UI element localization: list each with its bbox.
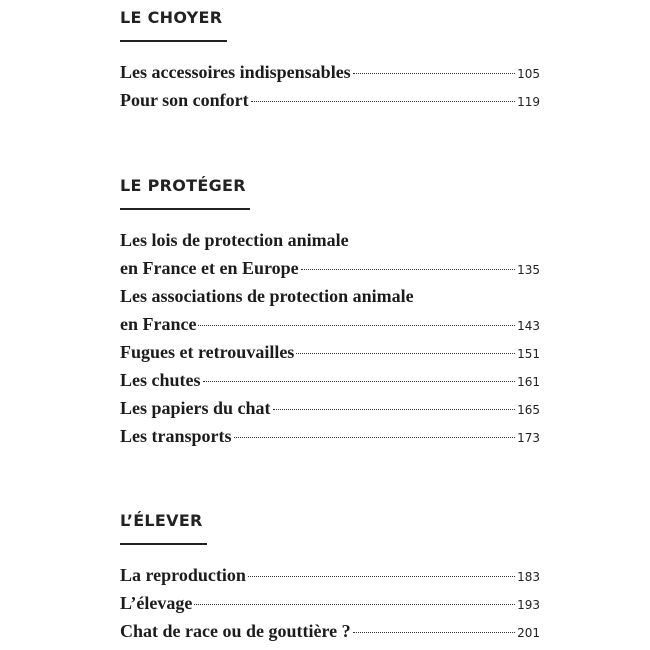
page-number: 193 xyxy=(517,598,540,612)
toc-entry[interactable] xyxy=(120,394,540,422)
toc-section-le-choyer xyxy=(120,8,540,114)
toc-section-l-elever xyxy=(120,511,540,645)
section-title: LE PROTÉGER xyxy=(120,176,246,195)
entry-title: Les accessoires indispensables xyxy=(120,62,351,82)
entry-title: Les transports xyxy=(120,426,232,446)
dot-leader xyxy=(273,409,516,410)
dot-leader xyxy=(198,325,515,326)
toc-section-le-proteger xyxy=(120,176,540,450)
entry-title: Chat de race ou de gouttière ? xyxy=(120,621,351,641)
page-number: 105 xyxy=(517,67,540,81)
entry-title: Les papiers du chat xyxy=(120,398,271,418)
toc-entry[interactable] xyxy=(120,422,540,450)
toc-entry[interactable] xyxy=(120,561,540,589)
dot-leader xyxy=(234,437,516,438)
entry-title: L’élevage xyxy=(120,593,193,613)
section-title: LE CHOYER xyxy=(120,8,223,27)
page-number: 143 xyxy=(517,319,540,333)
toc-entry[interactable] xyxy=(120,86,540,114)
section-title: L’ÉLEVER xyxy=(120,511,203,530)
entry-title: La reproduction xyxy=(120,565,246,585)
page-number: 183 xyxy=(517,570,540,584)
entry-title: Les chutes xyxy=(120,370,201,390)
toc-entry[interactable] xyxy=(120,617,540,645)
toc-entry[interactable] xyxy=(120,366,540,394)
toc-entries xyxy=(120,561,540,645)
dot-leader xyxy=(353,73,515,74)
page-number: 161 xyxy=(517,375,540,389)
dot-leader xyxy=(194,604,515,605)
section-underline xyxy=(120,40,227,42)
dot-leader xyxy=(248,576,515,577)
page-number: 201 xyxy=(517,626,540,640)
dot-leader xyxy=(353,632,515,633)
toc-entry[interactable] xyxy=(120,226,540,282)
page-number: 119 xyxy=(517,95,540,109)
dot-leader xyxy=(301,269,515,270)
entry-title-line-1: Les lois de protection animale xyxy=(120,230,349,250)
entry-title-line-1: Les associations de protection animale xyxy=(120,286,414,306)
toc-entries xyxy=(120,226,540,450)
dot-leader xyxy=(251,101,515,102)
dot-leader xyxy=(296,353,515,354)
toc-entry[interactable] xyxy=(120,282,540,338)
page-number: 173 xyxy=(517,431,540,445)
entry-title: Pour son confort xyxy=(120,90,249,110)
section-underline xyxy=(120,208,250,210)
toc-entry[interactable] xyxy=(120,589,540,617)
page-number: 165 xyxy=(517,403,540,417)
toc-entry[interactable] xyxy=(120,338,540,366)
dot-leader xyxy=(203,381,516,382)
entry-title: Fugues et retrouvailles xyxy=(120,342,295,362)
toc-entry[interactable] xyxy=(120,58,540,86)
page-number: 151 xyxy=(517,347,540,361)
section-underline xyxy=(120,543,207,545)
page-number: 135 xyxy=(517,263,540,277)
entry-title-line-2: en France xyxy=(120,314,197,334)
toc-entries xyxy=(120,58,540,114)
entry-title-line-2: en France et en Europe xyxy=(120,258,299,278)
